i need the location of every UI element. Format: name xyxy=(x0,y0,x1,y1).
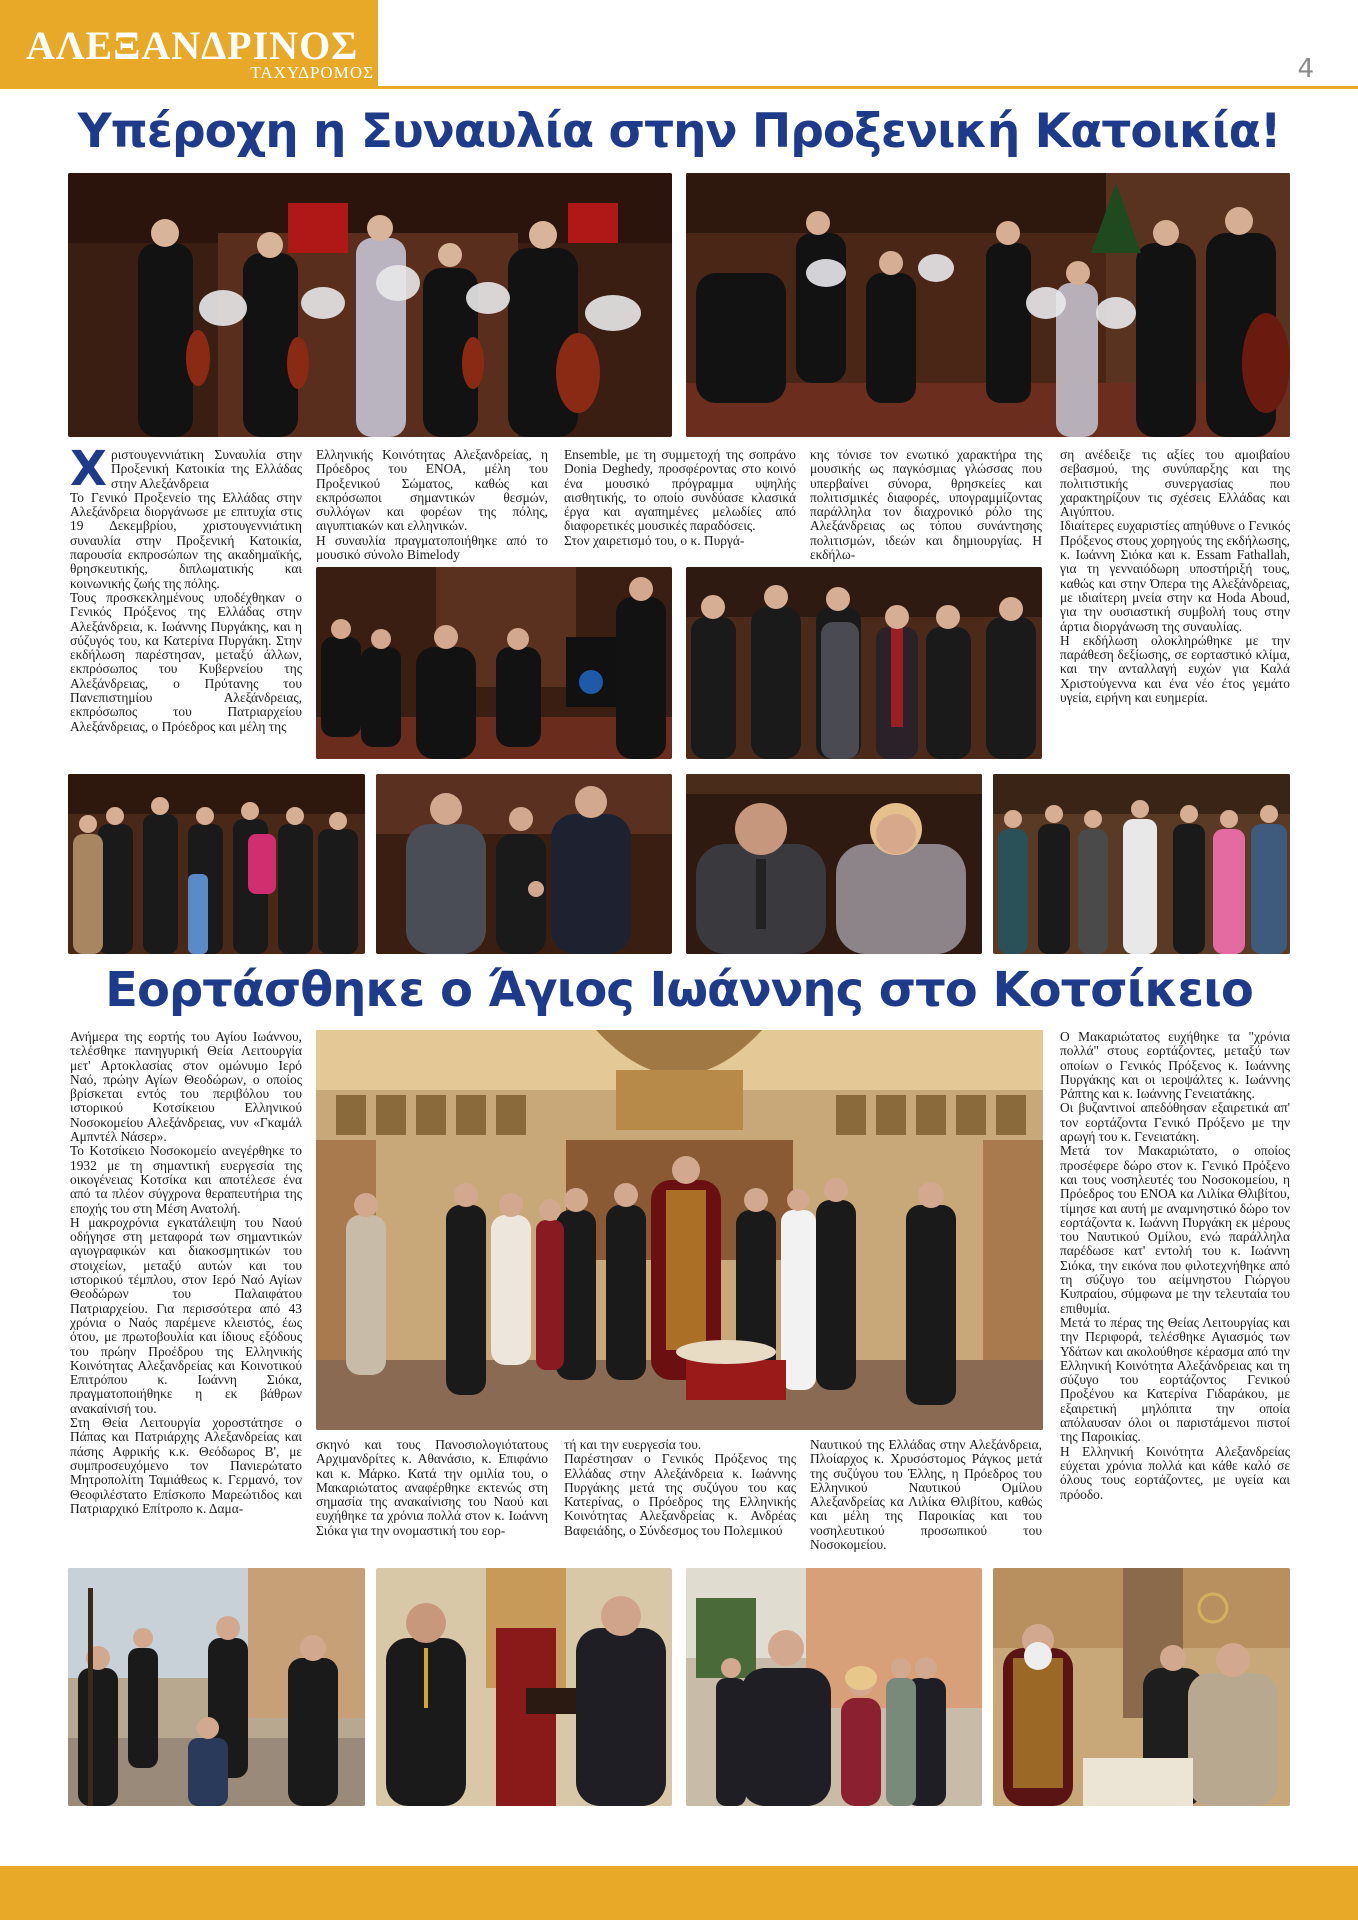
article1-col1-text: ριστουγεννιάτικη Συναυλία στην Προξενική Κατοικία της Ελλάδας στην Αλεξάνδρεια Το Γενικό Προξενείο της Ελλάδας στην Αλεξάνδρεια διοργάνωσε με επιτυχία στις 19 Δεκεμβρίου, χριστουγεννιάτικη συναυλία στην Προξενική Κατοικία, παρουσία εκπροσώπων της ακαδημαϊκής, θρησκευτικής, διπλωματικής και κοινωνικής ζωής της πόλης. Τους προσκεκλημένους υποδέχθηκαν ο Γενικός Πρόξενος της Ελλάδας στην Αλεξάνδρεια, κ. Ιωάννης Πυργάκης, και η σύζυγός του, κα Κατερίνα Πυργάκη. Στην εκδήλωση παρέστησαν, μεταξύ άλλων, εκπρόσωπος του Κυβερνείου της Αλεξάνδρειας, ο Πρύτανης του Πανεπιστημίου Αλεξάνδρειας, εκπρόσωπος του Πατριαρχείου Αλεξάνδρειας, ο Πρόεδρος και μέλη της xyxy=(70,448,302,734)
footer-band xyxy=(0,1866,1358,1920)
article1-headline: Υπέροχη η Συναυλία στην Προξενική Κατοικία! xyxy=(77,104,1281,159)
article2-headline: Εορτάσθηκε ο Άγιος Ιωάννης στο Κοτσίκειο xyxy=(105,962,1253,1018)
photo-concert-guests xyxy=(686,567,1042,759)
article1-column-5: ση ανέδειξε τις αξίες του αμοιβαίου σεβασμού, της συνύπαρξης και της πολιτιστικής συνεργασίας που χαρακτηρίζουν τις σχέσεις Ελλάδας και Αιγύπτου. Ιδιαίτερες ευχαριστίες απηύθυνε ο Γενικός Πρόξενος στους χορηγούς της εκδήλωσης, κ. Ιωάννη Σιόκα και κ. Essam Fathallah, για τη γενναιόδωρη υποστήριξή τους, καθώς και στην Όπερα της Αλεξάνδρειας, με ιδιαίτερη μνεία στην κα Hoda Aboud, για την ουσιαστική συμβολή τους στην άρτια διοργάνωση της συναυλίας. Η εκδήλωση ολοκληρώθηκε με την παράθεση δεξίωσης, σε εορταστικό κλίμα, και την ανταλλαγή ευχών για Καλά Χριστούγεννα και ένα νέο έτος γεμάτο υγεία, ειρήνη και ευημερία. xyxy=(1060,448,1290,706)
header-rule xyxy=(0,86,1358,89)
photo-blessing xyxy=(993,1568,1290,1806)
article1-column-4: κης τόνισε τον ενωτικό χαρακτήρα της μουσικής ως παγκόσμιας γλώσσας που υπερβαίνει σύνορα, θρησκείες και πολιτισμικές διαφορές, υπογραμμίζοντας παράλληλα τον διαχρονικό ρόλο της Αλεξάνδρειας ως τόπου συνάντησης πολιτισμών, ιδεών και δημιουργίας. Η εκδήλω- xyxy=(810,448,1042,563)
article2-column-3: τή και την ευεργεσία του. Παρέστησαν ο Γενικός Πρόξενος της Ελλάδας στην Αλεξάνδρεια κ. Ιωάννης Πυργάκης μετά της συζύγου του κας Κατερίνας, ο Πρόεδρος της Ελληνικής Κοινότητας Αλεξανδρείας κ. Ανδρέας Βαφειάδης, ο Σύνδεσμος του Πολεμικού xyxy=(564,1438,796,1538)
article1-column-2: Ελληνικής Κοινότητας Αλεξανδρείας, η Πρόεδρος του ΕΝΟΑ, μέλη του Προξενικού Σώματος, καθώς και εκπρόσωποι σημαντικών θεσμών, συλλόγων και φορέων της πόλης, αιγυπτιακών και ελληνικών. Η συναυλία πραγματοποιήθηκε από το μουσικό σύνολο Bimelody xyxy=(316,448,548,563)
photo-courtyard xyxy=(686,1568,982,1806)
article2-column-2: σκηνό και τους Πανοσιολογιότατους Αρχιμανδρίτες κ. Αθανάσιο, κ. Επιφάνιο και κ. Μάρκο. Κατά την ομιλία του, ο Μακαριώτατος αναφέρθηκε εκτενώς στη σημασία της ανακαίνισης του Ναού και ευχήθηκε τα χρόνια πολλά στον κ. Ιωάννη Σιόκα για την ονομαστική του εορ- xyxy=(316,1438,548,1538)
newspaper-subtitle: ΤΑΧΥΔΡΟΜΟΣ xyxy=(250,63,374,82)
photo-concert-musicians xyxy=(68,173,672,437)
photo-couple xyxy=(686,774,982,954)
photo-concert-speech xyxy=(316,567,672,759)
photo-group xyxy=(68,774,365,954)
photo-procession xyxy=(68,1568,365,1806)
photo-concert-flowers xyxy=(686,173,1290,437)
article1-dropcap: Χ xyxy=(70,448,108,497)
newspaper-name: ΑΛΕΞΑΝΔΡΙΝΟΣ xyxy=(26,23,359,68)
photo-gift xyxy=(376,1568,672,1806)
article2-column-1: Ανήμερα της εορτής του Αγίου Ιωάννου, τελέσθηκε πανηγυρική Θεία Λειτουργία μετ' Αρτοκλασίας στον ομώνυμο Ιερό Ναό, πρώην Αγίων Θεοδώρων, ο οποίος βρίσκεται εντός του περιβόλου του ιστορικού Κοτσίκειου Ελληνικού Νοσοκομείου Αλεξάνδρειας, νυν «Γκαμάλ Αμπντέλ Νάσερ». Το Κοτσίκειο Νοσοκομείο ανεγέρθηκε το 1932 με τη σημαντική ευεργεσία της οικογένειας Κοτσίκα και αποτέλεσε ένα από τα πλέον σύγχρονα θεραπευτήρια της εποχής του στη Μέση Ανατολή. Η μακροχρόνια εγκατάλειψη του Ναού οδήγησε στη μεταφορά των σημαντικών αγιογραφικών και διακοσμητικών του στοιχείων, μεταξύ αυτών και του ιστορικού τέμπλου, στον Ιερό Ναό Αγίων Θεοδώρων του Παλαιφάτου Πατριαρχείου. Για περισσότερα από 43 χρόνια ο Ναός παρέμενε κλειστός, έως ότου, με πρωτοβουλία και ίδιους εξόδους του πρώην Προέδρου της Ελληνικής Κοινότητας Αλεξανδρείας και Κοινοτικού Επιτρόπου κ. Ιωάννη Σιόκα, πραγματοποιήθηκε η εκ βάθρων ανακαίνισή του. Στη Θεία Λειτουργία χοροστάτησε ο Πάπας και Πατριάρχης Αλεξανδρείας και πάσης Αφρικής κ.κ. Θεόδωρος Β', με συμπροσευχόμενο τον Πανιερώτατο Μητροπολίτη Ταμιάθεως κ. Γερμανό, τον Θεοφιλέστατο Επίσκοπο Μαρεώτιδος και Πατριαρχικό Επίτροπο κ. Δαμα- xyxy=(70,1030,302,1516)
photo-reception xyxy=(993,774,1290,954)
photo-church-group xyxy=(316,1030,1043,1430)
article2-column-5: Ο Μακαριώτατος ευχήθηκε τα "χρόνια πολλά" στους εορτάζοντες, μεταξύ των οποίων ο Γενικός Πρόξενος κ. Ιωάννης Πυργάκης και οι ιεροψάλτες κ. Ιωάννης Ράπτης και κ. Ιωάννης Γενειατάκης. Οι βυζαντινοί απεδόθησαν εξαιρετικά απ' τον εορτάζοντα Γενικό Πρόξενο με την αρωγή του κ. Γενειατάκη. Μετά τον Μακαριώτατο, ο οποίος προσέφερε δώρο στον κ. Γενικό Πρόξενο και τους νοσηλευτές του Νοσοκομείου, η Πρόεδρος του ΕΝΟΑ κα Λιλίκα Θλιβίτου, τίμησε και αυτή με αναμνηστικό δώρο τον εορτάζοντα κ. Ιωάννη Πυργάκη εκ μέρους του Ναυτικού Ομίλου, ενώ παράλληλα παρέδωσε κατ' εντολή του κ. Ιωάννη Σιόκα, την εικόνα που φιλοτεχνήθηκε από τη σύζυγο του αείμνηστου Γιώργου Κυπραίου, σύμφωνα με την τελευταία του επιθυμία. Μετά το πέρας της Θείας Λειτουργίας και την Περιφορά, τελέσθηκε Αγιασμός των Υδάτων και ακολούθησε κέρασμα από την Ελληνική Κοινότητα Αλεξάνδρειας και τη σύζυγο του εορτάζοντος Γενικού Προξένου κα Κατερίνα Γιδαράκου, με εξαιρετική μηλόπιτα την οποία απόλαυσαν όλοι οι παριστάμενοι πιστοί της Παροικίας. Η Ελληνική Κοινότητα Αλεξανδρείας εύχεται χρόνια πολλά και κάθε καλό σε όλους τους εορτάζοντες, με υγεία και πρόοδο. xyxy=(1060,1030,1290,1502)
masthead-logo xyxy=(0,0,378,88)
article1-column-1 xyxy=(70,448,302,756)
article1-column-3: Ensemble, με τη συμμετοχή της σοπράνο Donia Deghedy, προσφέροντας στο κοινό ένα μουσικό πρόγραμμα υψηλής αισθητικής, το οποίο συνδύασε κλασικά έργα και αγαπημένες μελωδίες από διαφορετικές μουσικές παραδόσεις. Στον χαιρετισμό του, ο κ. Πυργά- xyxy=(564,448,796,548)
article2-column-4: Ναυτικού της Ελλάδας στην Αλεξάνδρεια, Πλοίαρχος κ. Χρυσόστομος Ράγκος μετά της συζύγου του Έλλης, η Πρόεδρος του Ελληνικού Ναυτικού Ομίλου Αλεξανδρείας κα Λιλίκα Θλιβίτου, καθώς και μέλη της Παροικίας και του νοσηλευτικού προσωπικού του Νοσοκομείου. xyxy=(810,1438,1042,1553)
photo-handshake xyxy=(376,774,672,954)
page-number: 4 xyxy=(1297,54,1314,84)
